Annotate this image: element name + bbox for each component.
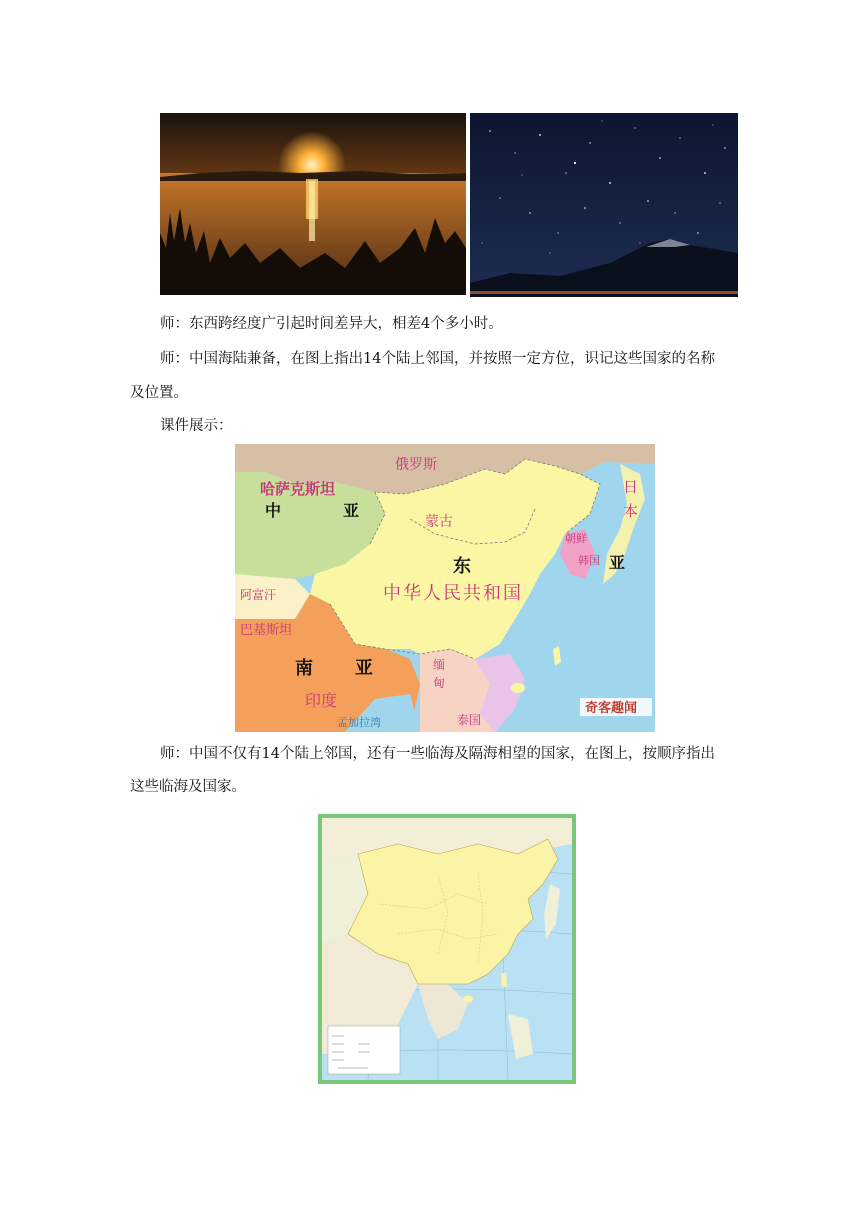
label-south-korea: 韩国 — [578, 554, 600, 567]
label-kazakhstan: 哈萨克斯坦 — [260, 480, 336, 498]
label-thailand: 泰国 — [457, 713, 482, 727]
label-south-nan: 南 — [295, 658, 313, 679]
paragraph-neighbors-line2: 及位置。 — [130, 385, 188, 401]
label-myanmar-mian: 缅 — [433, 658, 446, 672]
label-japan-ben: 本 — [623, 502, 639, 520]
neighbor-countries-map — [235, 444, 655, 732]
label-japan-ya: 亚 — [609, 553, 626, 572]
label-east: 东 — [453, 556, 471, 577]
label-japan-ri: 日 — [623, 478, 639, 496]
paragraph-courseware: 课件展示： — [160, 418, 233, 434]
label-mongolia: 蒙古 — [425, 514, 453, 530]
paragraph-seas-line2: 这些临海及国家。 — [130, 779, 246, 795]
night-sky-photo — [470, 113, 738, 297]
paragraph-neighbors-line1: 师：中国海陆兼备，在图上指出14个陆上邻国，并按照一定方位，识记这些国家的名称 — [160, 351, 715, 367]
label-china: 中华人民共和国 — [383, 583, 523, 604]
label-bay: 孟加拉湾 — [337, 716, 381, 729]
sunset-photo — [160, 113, 466, 295]
label-central-zhong: 中 — [265, 501, 282, 520]
label-central-ya: 亚 — [343, 501, 360, 520]
label-afghanistan: 阿富汗 — [240, 588, 277, 602]
label-south-ya: 亚 — [355, 658, 373, 679]
label-russia: 俄罗斯 — [395, 457, 437, 473]
label-myanmar-dian: 甸 — [433, 676, 446, 690]
label-north-korea: 朝鲜 — [565, 532, 587, 545]
label-pakistan: 巴基斯坦 — [240, 623, 293, 638]
paragraph-seas-line1: 师：中国不仅有14个陆上邻国，还有一些临海及隔海相望的国家，在图上，按顺序指出 — [160, 746, 715, 762]
label-india: 印度 — [305, 691, 338, 710]
china-seas-map — [318, 814, 576, 1084]
paragraph-time-difference: 师：东西跨经度广引起时间差异大，相差4个多小时。 — [160, 316, 503, 332]
watermark: 奇客趣闻 — [585, 701, 638, 716]
